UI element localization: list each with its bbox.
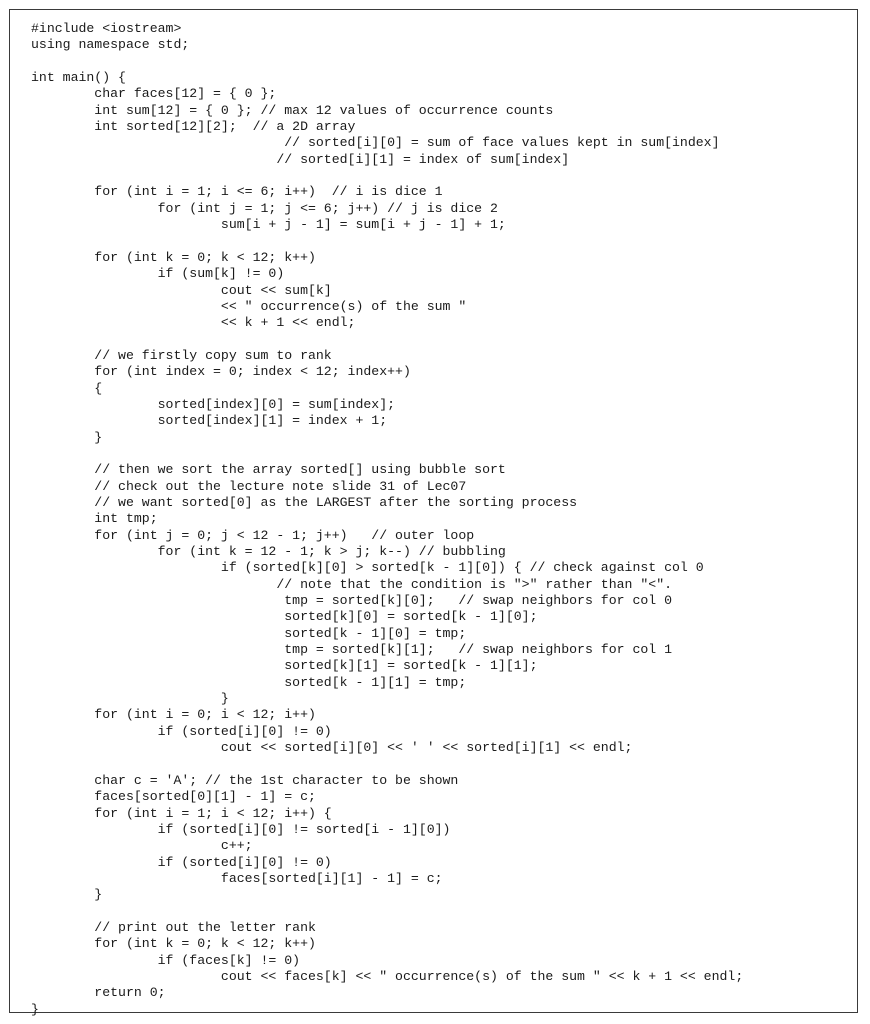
code-line: sorted[index][1] = index + 1; bbox=[31, 413, 388, 429]
code-line: } bbox=[31, 429, 103, 445]
code-line: int sorted[12][2]; // a 2D array bbox=[31, 119, 356, 135]
code-line bbox=[31, 233, 743, 249]
code-line: } bbox=[31, 1001, 39, 1017]
code-line: sum[i + j - 1] = sum[i + j - 1] + 1; bbox=[31, 217, 506, 233]
code-line: char c = 'A'; // the 1st character to be shown bbox=[31, 772, 459, 788]
code-line: sorted[k - 1][0] = tmp; bbox=[31, 625, 467, 641]
code-line: tmp = sorted[k][0]; // swap neighbors for col 0 bbox=[31, 593, 673, 609]
code-line: if (sorted[i][0] != sorted[i - 1][0]) bbox=[31, 821, 451, 837]
code-line: for (int i = 0; i < 12; i++) bbox=[31, 707, 316, 723]
code-line: // we want sorted[0] as the LARGEST after the sorting process bbox=[31, 494, 578, 510]
code-line: for (int k = 0; k < 12; k++) bbox=[31, 936, 316, 952]
code-line: { bbox=[31, 380, 103, 396]
code-line: c++; bbox=[31, 838, 253, 854]
code-line: sorted[index][0] = sum[index]; bbox=[31, 396, 396, 412]
code-line: for (int j = 0; j < 12 - 1; j++) // outer loop bbox=[31, 527, 475, 543]
code-line: int sum[12] = { 0 }; // max 12 values of occurrence counts bbox=[31, 102, 554, 118]
code-line: // sorted[i][0] = sum of face values kept in sum[index] bbox=[31, 135, 720, 151]
code-listing-frame bbox=[9, 9, 858, 1017]
code-line: for (int index = 0; index < 12; index++) bbox=[31, 364, 411, 380]
code-line: if (sorted[i][0] != 0) bbox=[31, 723, 332, 739]
code-line bbox=[31, 756, 743, 772]
code-line: int tmp; bbox=[31, 511, 158, 527]
code-line: faces[sorted[i][1] - 1] = c; bbox=[31, 870, 443, 886]
code-line: using namespace std; bbox=[31, 37, 190, 53]
code-line: sorted[k][1] = sorted[k - 1][1]; bbox=[31, 658, 538, 674]
code-line: // check out the lecture note slide 31 of Lec07 bbox=[31, 478, 467, 494]
code-line: for (int k = 12 - 1; k > j; k--) // bubbling bbox=[31, 544, 506, 559]
code-line bbox=[31, 168, 743, 184]
code-line: tmp = sorted[k][1]; // swap neighbors for col 1 bbox=[31, 642, 673, 658]
code-line: if (sorted[k][0] > sorted[k - 1][0]) { // check against col 0 bbox=[31, 560, 704, 576]
code-line: sorted[k - 1][1] = tmp; bbox=[31, 674, 467, 690]
code-line: } bbox=[31, 691, 229, 707]
code-line: << " occurrence(s) of the sum " bbox=[31, 298, 467, 314]
code-line: char faces[12] = { 0 }; bbox=[31, 86, 277, 102]
code-line bbox=[31, 54, 743, 70]
code-line: faces[sorted[0][1] - 1] = c; bbox=[31, 789, 316, 805]
code-line: // we firstly copy sum to rank bbox=[31, 347, 332, 363]
code-line: // note that the condition is ">" rather than "<". bbox=[31, 576, 673, 592]
code-line: if (sorted[i][0] != 0) bbox=[31, 854, 332, 870]
code-line bbox=[31, 332, 743, 348]
code-line bbox=[31, 446, 743, 462]
code-line: return 0; bbox=[31, 985, 166, 1001]
code-line: cout << faces[k] << " occurrence(s) of the sum " << k + 1 << endl; bbox=[31, 968, 744, 984]
code-line: for (int k = 0; k < 12; k++) bbox=[31, 249, 316, 265]
code-line: if (sum[k] != 0) bbox=[31, 266, 285, 282]
code-line: // then we sort the array sorted[] using bubble sort bbox=[31, 462, 506, 478]
code-line: for (int j = 1; j <= 6; j++) // j is dice 2 bbox=[31, 200, 498, 216]
code-line: for (int i = 1; i <= 6; i++) // i is dice 1 bbox=[31, 184, 443, 200]
code-line: } bbox=[31, 887, 103, 903]
code-line: #include <iostream> bbox=[31, 21, 182, 36]
code-line bbox=[31, 904, 743, 920]
code-listing bbox=[31, 21, 743, 1018]
code-line: if (faces[k] != 0) bbox=[31, 952, 301, 968]
code-line: for (int i = 1; i < 12; i++) { bbox=[31, 805, 332, 821]
code-line: // sorted[i][1] = index of sum[index] bbox=[31, 151, 570, 167]
code-line: << k + 1 << endl; bbox=[31, 315, 356, 331]
code-line: sorted[k][0] = sorted[k - 1][0]; bbox=[31, 609, 538, 625]
code-line: cout << sorted[i][0] << ' ' << sorted[i][1] << endl; bbox=[31, 740, 633, 756]
code-line: int main() { bbox=[31, 70, 126, 86]
code-line: cout << sum[k] bbox=[31, 282, 332, 298]
code-line: // print out the letter rank bbox=[31, 919, 316, 935]
